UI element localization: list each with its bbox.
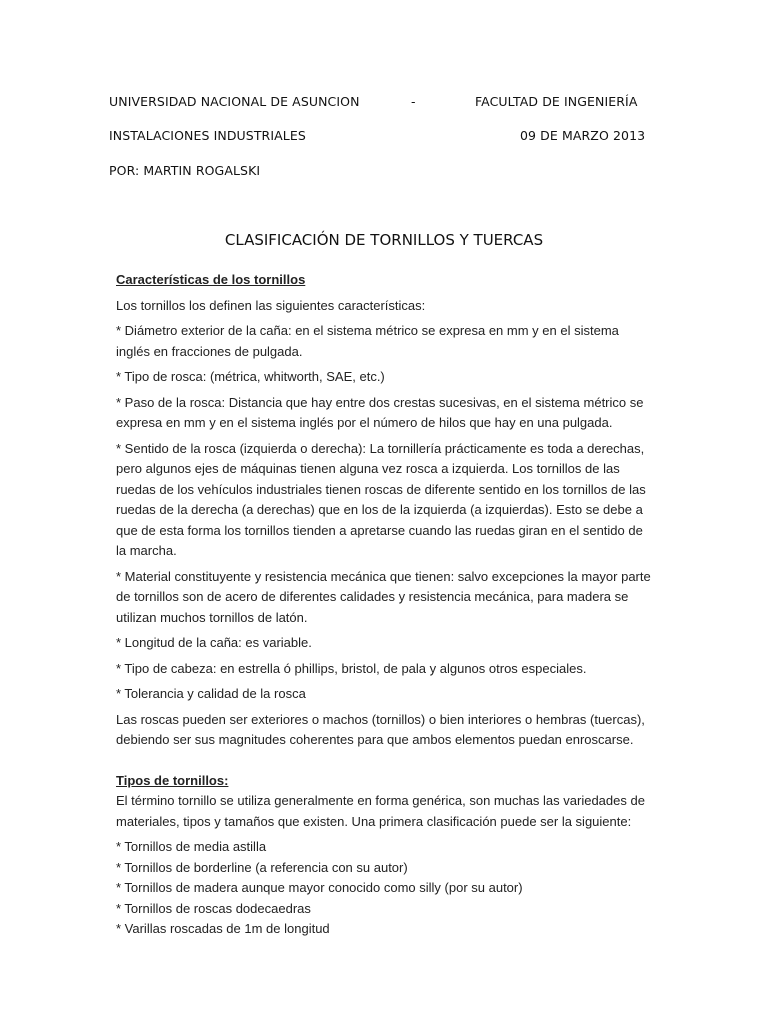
list-item: * Paso de la rosca: Distancia que hay entre dos crestas sucesivas, en el sistema métrico se expresa en mm y en el sistema inglés por el número de hilos que hay en una pulgada. — [116, 394, 644, 430]
header-separator: - — [411, 94, 416, 109]
document-title: CLASIFICACIÓN DE TORNILLOS Y TUERCAS — [224, 231, 544, 249]
list-item: * Tornillos de madera aunque mayor conocido como silly (por su autor) — [116, 880, 523, 895]
list-item: * Tipo de rosca: (métrica, whitworth, SAE, etc.) — [116, 369, 385, 384]
section-heading: Características de los tornillos — [116, 272, 306, 287]
list-item: * Varillas roscadas de 1m de longitud — [116, 921, 330, 936]
list-item: * Tornillos de borderline (a referencia con su autor) — [116, 859, 408, 875]
list-item: * Tipo de cabeza: en estrella ó phillips, bristol, de pala y algunos otros especiales. — [116, 660, 587, 676]
section-intro: El término tornillo se utiliza generalmente en forma genérica, son muchas las variedades de materiales, tipos y tamaños que existen. Una primera clasificación puede ser la siguiente: — [116, 793, 645, 829]
document-date: 09 DE MARZO 2013 — [520, 128, 646, 143]
author-line: POR: MARTIN ROGALSKI — [109, 163, 261, 178]
course-name: INSTALACIONES INDUSTRIALES — [109, 128, 306, 143]
list-item: * Tolerancia y calidad de la rosca — [116, 686, 306, 701]
section-intro: Los tornillos los definen las siguientes características: — [116, 297, 426, 313]
section-characteristics — [116, 270, 656, 940]
section-heading: Tipos de tornillos: — [116, 772, 229, 788]
list-item: * Longitud de la caña: es variable. — [116, 635, 312, 650]
list-item: * Diámetro exterior de la caña: en el sistema métrico se expresa en mm y en el sistema inglés en fracciones de pulgada. — [116, 323, 619, 359]
list-item: * Tornillos de media astilla — [116, 839, 267, 854]
list-item: * Material constituyente y resistencia mecánica que tienen: salvo excepciones la mayor parte de tornillos son de acero de diferentes calidades y resistencia mecánica, para madera se utilizan muchos tornillos de latón. — [116, 568, 651, 625]
section-closing: Las roscas pueden ser exteriores o machos (tornillos) o bien interiores o hembras (tuercas), debiendo ser sus magnitudes coherentes para que ambos elementos puedan enroscarse. — [116, 711, 645, 747]
faculty-name: FACULTAD DE INGENIERÍA — [475, 94, 638, 109]
list-item: * Sentido de la rosca (izquierda o derecha): La tornillería prácticamente es toda a derechas, pero algunos ejes de máquinas tienen alguna vez rosca a izquierda. Los tornillos de las ruedas de los vehículos industriales tienen roscas de diferente sentido en los tornillos de las ruedas de la derecha (a derechas) que en los de la izquierda (a izquierdas). Esto se debe a que de esta forma los tornillos tienden a apretarse cuando las ruedas giran en el sentido de la marcha. — [116, 440, 646, 558]
list-item: * Tornillos de roscas dodecaedras — [116, 900, 311, 916]
university-name: UNIVERSIDAD NACIONAL DE ASUNCION — [109, 94, 360, 109]
screw-types-list — [116, 837, 656, 940]
